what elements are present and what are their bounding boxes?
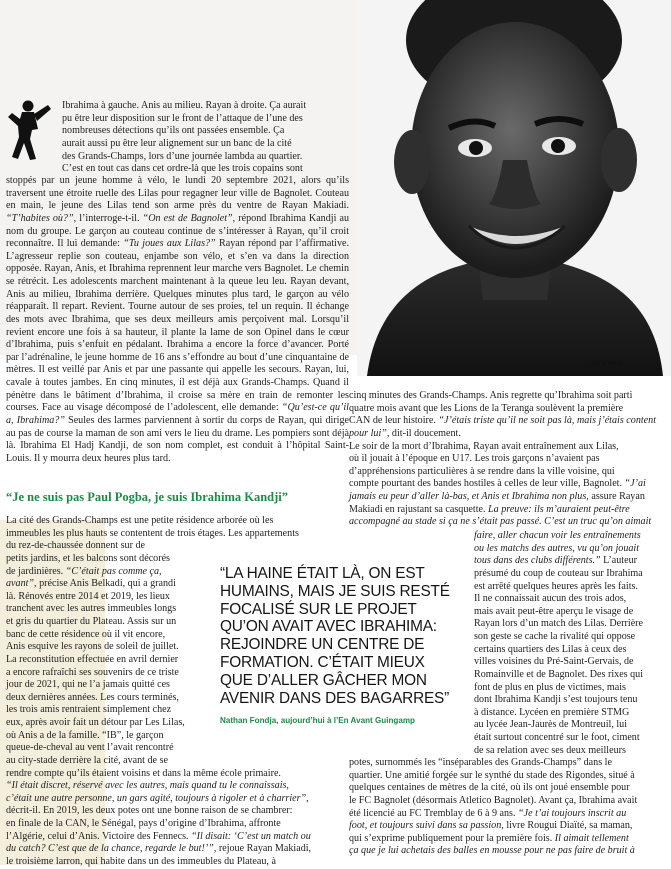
- column-2-narrow-line: de sa relation avec ses deux meilleurs: [474, 744, 626, 756]
- column-2-end-line: quartier. Une amitié forgée sur le synthé du stade des Rigondes, situé à: [349, 769, 635, 781]
- column-2-line: cinq minutes des Grands-Champs. Anis regrette qu’Ibrahima soit parti: [349, 390, 633, 401]
- column-1-line: banc de cette résidence où il vit encore,: [6, 628, 166, 640]
- column-2-end-line: le FC Bagnolet (désormais Atletico Bagnolet). Avant ça, Ibrahima avait: [349, 794, 638, 806]
- intro-line: aurait aussi pu être leur alignement sur un banc de la cité: [62, 137, 292, 149]
- portrait-photo: [357, 0, 671, 376]
- column-2-narrow-line: Rayan lors d’un match des Lilas. Derrière: [474, 618, 644, 630]
- column-1-line: de jardinières. “C’était pas comme ça,: [6, 565, 162, 577]
- column-2-narrow-line: présumé du coup de couteau sur Ibrahima: [474, 567, 643, 579]
- column-1-line: petits jardins, et les balcons sont décorés: [6, 552, 170, 564]
- column-1-line: a encore rafraîchi ses souvenirs de ce triste: [6, 666, 179, 678]
- article-body-paragraph: stoppés par un jeune homme à vélo, le lundi 20 septembre 2021, alors qu’ils traversent une étroite ruelle des Lilas pour regagner leur ville de Bagnolet. Couteau en main, le jeune des Lilas tend son arme près du ventre de Rayan Makiadi. “T’habites où?”, l’interroge-t-il. “On est de Bagnolet”, répond Ibrahima Kandji au nom du groupe. Le garçon au couteau continue de s’intéresser à Rayan, qu’il croit reconnaître. Il lui demande: “Tu joues aux Lilas?” Rayan répond par l’affirmative. L’agresseur replie son couteau, enjambe son vélo, et s’en va dans la direction opposée. Rayan, Anis, et Ibrahima reprennent leur marche vers Bagnolet. Le chemin se rétrécit. Les adolescents marchent maintenant à la queue leu leu. Rayan devant, Anis au milieu, Ibrahima derrière. Quelques minutes plus tard, le garçon au vélo réapparaît. Il repart. Revient. Tourne autour de ses proies, tel un requin. Il échange des mots avec Ibrahima, que ses deux meilleurs amis perçoivent mal. Lorsqu’il revient encore une fois à sa hauteur, il plante la lame de son Opinel dans le cœur d’Ibrahima, puis s’enfuit en pédalant. Ibrahima a encore la force d’avancer. Porté par l’adrénaline, le jeune homme de 16 ans s’effondre au bout d’une cinquantaine de mètres. Il est veillé par Anis et par une passante qui appelle les secours. Rayan, lui, cavale à toutes jambes. En cinq minutes, il est déjà aux Grands-Champs. Quand il pénètre dans le bâtiment d’Ibrahima, il croise sa mère en train de remonter les courses. Face au visage décomposé de l’adolescent, elle demande: “Qu’est-ce qu’il a, Ibrahima?” Seules des larmes parviennent à sortir du corps de Rayan, qui dirige au pas de course la maman de son ami vers le lieu du drame. Les pompiers sont déjà là. Ibrahima El Hadj Kandji, de son nom complet, est conduit à l’hôpital Saint-Louis. Il y mourra deux heures plus tard.: [6, 175, 350, 464]
- player-silhouette-icon: [4, 99, 56, 161]
- column-1-line: du rez-de-chaussée donnent sur de: [6, 540, 146, 552]
- column-2-narrow-line: au lycée Jean-Jaurès de Montreuil, lui: [474, 719, 628, 731]
- column-2-end-line: qui s’exprime publiquement pour la première fois. Il aimait tellement: [349, 832, 629, 844]
- column-1-line: Anis esquive les rayons de soleil de juillet.: [6, 641, 179, 653]
- column-2-narrow-line: Romainville et de Bagnolet. Des rixes qui: [474, 668, 644, 680]
- column-1-line: La cité des Grands-Champs est une petite résidence arborée où les: [6, 515, 274, 526]
- article-column-2: [349, 390, 667, 529]
- column-2-end-line: quelques centaines de mètres de la cité, où ils ont joué ensemble pour: [349, 782, 630, 794]
- column-2-line: où il jouait à l’époque en U17. Les trois garçons n’avaient pas: [349, 453, 600, 465]
- column-2-narrow-line: est arrêté quelques heures après les faits.: [474, 580, 638, 592]
- portrait-image: [357, 0, 671, 376]
- column-1-line: avant”, précise Anis Belkadi, qui a grandi: [6, 578, 176, 590]
- column-2-line: pour lui”, dit-il doucement.: [349, 427, 461, 439]
- column-2-line: Makiadi en rajustant sa casquette. La preuve: ils m’auraient peut-être: [349, 503, 630, 515]
- column-1-line: rendre compte qu’ils étaient voisins et dans la même école primaire.: [6, 767, 281, 779]
- column-1-line: queue-de-cheval au vent l’avait rencontré: [6, 742, 174, 754]
- column-1-line: jour de 2021, qui ne l’a jamais quitté ces: [6, 679, 170, 691]
- column-2-narrow-line: ou les matchs des autres, vu qu’on jouait: [474, 542, 640, 554]
- column-1-line: immeubles les plus hauts se contentent de trois étages. Les appartements: [6, 527, 299, 539]
- column-2-line: compte pourtant des bandes hostiles à celles de leur ville, Bagnolet. “J’ai: [349, 478, 646, 490]
- intro-line: pu être leur disposition sur le front de l’attaque de l’une des: [62, 112, 303, 124]
- column-1-line: où Anis a de la famille. “IB”, le garçon: [6, 729, 164, 741]
- column-2-line: Le soir de la mort d’Ibrahima, Rayan avait entraînement aux Lilas,: [349, 440, 619, 452]
- column-2-narrow-line: Il ne connaissait aucun des trois ados,: [474, 593, 627, 605]
- column-2-line: jamais eu peur d’aller là-bas, et Anis et Ibrahima non plus, assure Rayan: [349, 491, 645, 502]
- column-2-narrow-line: son geste se cache la rivalité qui oppose: [474, 631, 636, 642]
- column-2-narrow-line: à distance. Lycéen en première STMG: [474, 706, 630, 718]
- column-1-line: les trois amis rentraient simplement chez: [6, 704, 172, 716]
- column-2-narrow-line: villes voisines du Pré-Saint-Gervais, de: [474, 656, 634, 668]
- column-1-line: le troisième larron, qui habite dans un des immeubles du Plateau, à: [6, 855, 276, 867]
- column-1-line: là. Rénovés entre 2014 et 2019, les lieux: [6, 590, 170, 602]
- column-2-end-line: foot, et toujours suivi dans sa passion, livre Rougui Diaïté, sa maman,: [349, 820, 633, 832]
- column-2-end-line: potes, surnommés les “inséparables des Grands-Champs” dans le: [349, 757, 612, 768]
- column-1-line: La reconstitution effectuée en avril dernier: [6, 653, 179, 665]
- article-column-2-end: [349, 757, 667, 858]
- column-1-line: au city-stade derrière la cité, avant de se: [6, 754, 168, 766]
- column-2-line: d’appréhensions particulières à se rendre dans la ville voisine, qui: [349, 465, 615, 477]
- column-1-line: et gris du quartier du Plateau. Assis sur un: [6, 616, 177, 627]
- column-1-line: du catch? C’est que de la chance, regarde le but!’”, rejoue Rayan Makiadi,: [6, 843, 312, 855]
- column-2-end-line: été licencié au FC Tremblay de 6 à 9 ans. “Je t’ai toujours inscrit au: [349, 807, 627, 819]
- column-2-narrow-line: faire, aller chacun voir les entraînements: [474, 530, 641, 541]
- column-1-line: décrit-il. En 2019, les deux potes ont une bonne raison de se chambrer:: [6, 805, 293, 817]
- column-1-line: tranchent avec les autres immeubles longs: [6, 603, 177, 615]
- intro-line: Ibrahima à gauche. Anis au milieu. Rayan à droite. Ça aurait: [62, 100, 307, 111]
- column-1-line: l’Algérie, celui d’Anis. Victoire des Fennecs. “Il disait: ‘C’est un match ou: [6, 830, 311, 842]
- column-2-line: accompagné au stade si ça ne s’était pas passé. C’est un truc qu’on aimait: [349, 516, 652, 528]
- article-intro: [62, 100, 349, 176]
- section-heading: “Je ne suis pas Paul Pogba, je suis Ibrahima Kandji”: [6, 490, 288, 504]
- column-2-line: quatre mois avant que les Lions de la Teranga soulèvent la première: [349, 402, 624, 414]
- column-1-line: eux, après avoir fait un détour par Les Lilas,: [6, 717, 185, 728]
- column-2-line: CAN de leur histoire. “J’étais triste qu’il ne soit pas là, mais j’étais content: [349, 415, 656, 427]
- pull-quote: “LA HAINE ÉTAIT LÀ, ON EST HUMAINS, MAIS JE SUIS RESTÉ FOCALISÉ SUR LE PROJET QU’ON AVAIT AVEC IBRAHIMA: REJOINDRE UN CENTRE DE FORMATION. C’ÉTAIT MIEUX QUE D’ALLER GÂCHER MON AVENIR DANS DES BAGARRES”: [220, 565, 450, 707]
- column-1-line: “Il était discret, réservé avec les autres, mais quand tu le connaissais,: [6, 780, 289, 792]
- intro-line: nombreuses détections qu’ils ont passées ensemble. Ça: [62, 125, 285, 137]
- intro-line: C’est en tout cas dans cet ordre-là que les trois copains sont: [62, 163, 303, 175]
- column-2-narrow-line: mais avait peut-être aperçu le visage de: [474, 605, 634, 617]
- column-2-end-line: ça que je lui achetais des balles en mousse pour ne pas faire de bruit à: [349, 845, 635, 857]
- photo-caption: Ibrahima.: [591, 358, 625, 367]
- column-1-line: deux dernières années. Les cours terminés,: [6, 691, 179, 703]
- column-2-narrow-line: tous dans des clubs différents.” L’auteur: [474, 555, 637, 567]
- column-2-narrow-line: dont Ibrahima Kandji s’est toujours tenu: [474, 694, 638, 706]
- column-1-line: c’était une autre personne, un gars agité, toujours à rigoler et à charrier”,: [6, 792, 309, 804]
- intro-line: des Grands-Champs, lors d’une journée lambda au quartier.: [62, 150, 303, 162]
- article-column-2-narrow: [474, 530, 667, 757]
- column-2-narrow-line: font de plus en plus de victimes, mais: [474, 681, 626, 693]
- column-1-line: en finale de la CAN, le Sénégal, pays d’origine d’Ibrahima, affronte: [6, 818, 281, 829]
- quote-attribution: Nathan Fondja, aujourd’hui à l’En Avant Guingamp: [220, 716, 416, 725]
- column-2-narrow-line: était surtout concentré sur le foot, ciment: [474, 732, 640, 743]
- column-2-narrow-line: certains quartiers des Lilas à ceux des: [474, 643, 627, 655]
